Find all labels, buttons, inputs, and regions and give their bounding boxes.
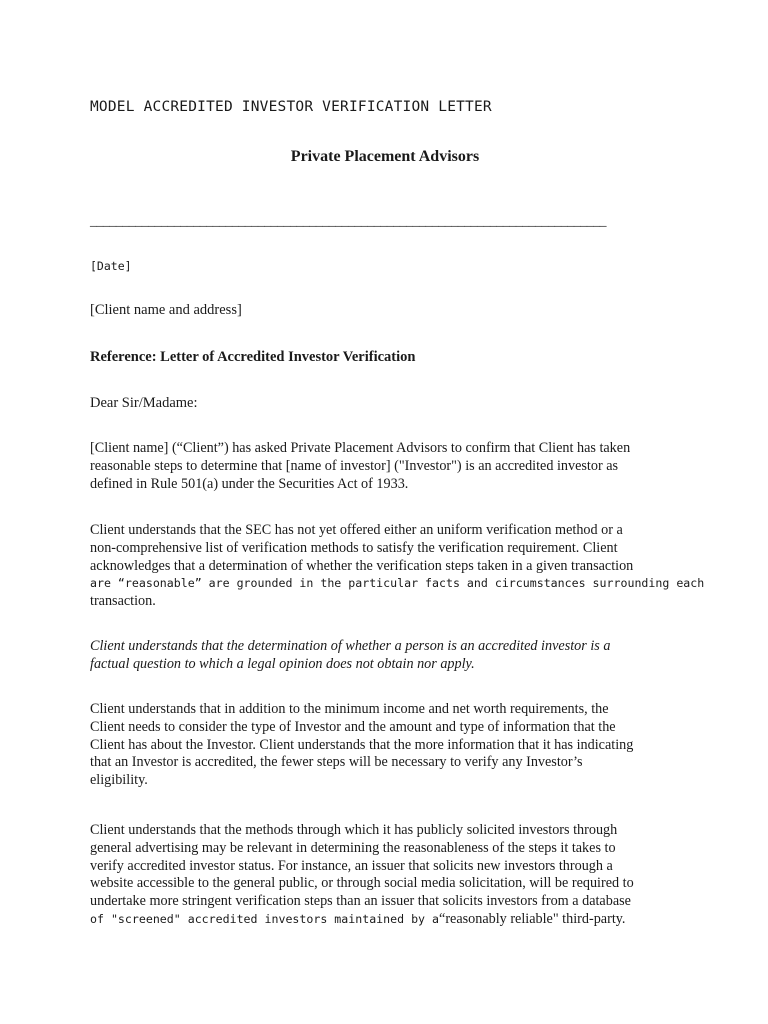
paragraph-line: are “reasonable” are grounded in the particular facts and circumstances surrounding each [90, 576, 705, 591]
paragraph-line [90, 911, 690, 929]
paragraph-line: Client understands that the determination of whether a person is an accredited investor is a [90, 638, 611, 654]
paragraph-line: factual question to which a legal opinion does not obtain nor apply. [90, 655, 475, 672]
date-placeholder: [Date] [90, 259, 132, 273]
paragraph-line: Client understands that the methods through which it has publicly solicited investors through [90, 822, 618, 838]
paragraph-line: [Client name] (“Client”) has asked Private Placement Advisors to confirm that Client has taken [90, 440, 631, 456]
paragraph-line: verify accredited investor status. For instance, an issuer that solicits new investors through a [90, 857, 613, 874]
paragraph-line-segment: of "screened" accredited investors maintained by a [90, 911, 440, 926]
paragraph-client-request [90, 440, 690, 493]
document-subtitle: Private Placement Advisors [290, 148, 480, 165]
paragraph-line: reasonable steps to determine that [name of investor] ("Investor") is an accredited investor as [90, 457, 619, 474]
reference-line: Reference: Letter of Accredited Investor Verification [90, 349, 416, 365]
paragraph-line: Client needs to consider the type of Investor and the amount and type of information that the [90, 718, 616, 735]
paragraph-line: that an Investor is accredited, the fewer steps will be necessary to verify any Investor’s [90, 754, 583, 771]
paragraph-line: Client understands that the SEC has not yet offered either an uniform verification method or a [90, 522, 623, 538]
paragraph-line: website accessible to the general public, or through social media solicitation, will be required to [90, 875, 634, 892]
paragraph-income-requirements [90, 701, 690, 790]
paragraph-line: eligibility. [90, 772, 148, 789]
paragraph-line: undertake more stringent verification steps than an issuer that solicits investors from a database [90, 893, 631, 910]
paragraph-line: non-comprehensive list of verification methods to satisfy the verification requirement. Client [90, 539, 618, 556]
paragraph-line: Client understands that in addition to the minimum income and net worth requirements, the [90, 701, 609, 717]
paragraph-line: general advertising may be relevant in determining the reasonableness of the steps it takes to [90, 839, 616, 856]
paragraph-sec-guidance [90, 522, 705, 611]
separator-line: ________________________________________________________________________________ [90, 214, 607, 229]
paragraph-line: Client has about the Investor. Client understands that the more information that it has indicating [90, 736, 634, 753]
paragraph-line: defined in Rule 501(a) under the Securities Act of 1933. [90, 475, 409, 492]
paragraph-line: transaction. [90, 593, 156, 610]
salutation: Dear Sir/Madame: [90, 395, 198, 411]
paragraph-solicitation-methods [90, 822, 690, 929]
paragraph-line: acknowledges that a determination of whether the verification steps taken in a given transaction [90, 557, 634, 574]
paragraph-legal-opinion [90, 638, 690, 674]
client-address-placeholder: [Client name and address] [90, 302, 242, 318]
paragraph-line-segment: “reasonably reliable" third-party. [439, 910, 626, 927]
document-heading: MODEL ACCREDITED INVESTOR VERIFICATION LETTER [90, 99, 492, 115]
